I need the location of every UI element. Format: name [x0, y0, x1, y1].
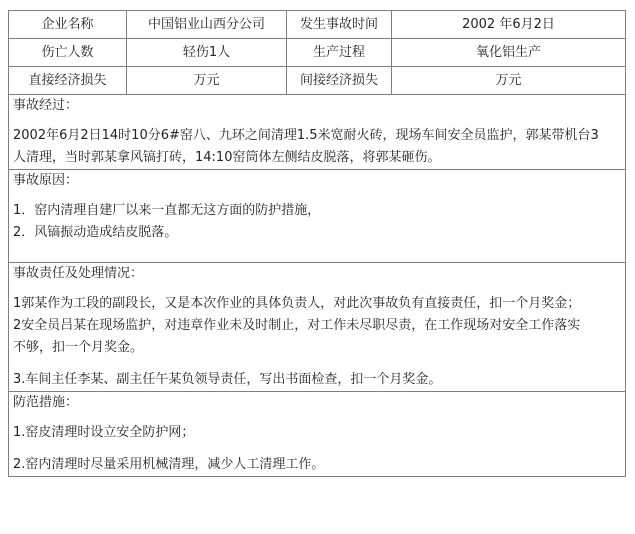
header-row-2 — [9, 39, 626, 67]
indirect-loss-label: 间接经济损失 — [287, 67, 392, 95]
prevention-title: 防范措施： — [13, 395, 79, 410]
accident-report-table — [8, 10, 626, 477]
responsibility-title: 事故责任及处理情况： — [13, 266, 144, 281]
responsibility-section — [9, 263, 626, 392]
responsibility-line-3: 不够，扣一个月奖金。 — [13, 340, 144, 355]
enterprise-name-label: 企业名称 — [9, 11, 127, 39]
production-process-label: 生产过程 — [287, 39, 392, 67]
casualties-value: 轻伤1人 — [127, 39, 287, 67]
cause-section — [9, 170, 626, 263]
header-row-1 — [9, 11, 626, 39]
process-section — [9, 95, 626, 170]
prevention-section — [9, 392, 626, 477]
responsibility-line-1: 1郭某作为工段的副段长，又是本次作业的具体负责人，对此次事故负有直接责任，扣一个月奖金； — [13, 296, 581, 311]
direct-loss-value: 万元 — [127, 67, 287, 95]
cause-line-1: 1．窑内清理自建厂以来一直都无这方面的防护措施， — [13, 203, 321, 218]
header-row-3 — [9, 67, 626, 95]
process-title: 事故经过： — [13, 98, 79, 113]
enterprise-name-value: 中国铝业山西分公司 — [127, 11, 287, 39]
process-line-1: 2002年6月2日14时10分6#窑八、九环之间清理1.5米宽耐火砖，现场车间安全员监护，郭某带机台3 — [13, 128, 599, 143]
accident-time-label: 发生事故时间 — [287, 11, 392, 39]
production-process-value: 氧化铝生产 — [392, 39, 626, 67]
cause-title: 事故原因： — [13, 173, 79, 188]
prevention-line-1: 1.窑皮清理时设立安全防护网； — [13, 425, 195, 440]
direct-loss-label: 直接经济损失 — [9, 67, 127, 95]
prevention-line-2: 2.窑内清理时尽量采用机械清理，减少人工清理工作。 — [13, 457, 325, 472]
cause-line-2: 2．风镐振动造成结皮脱落。 — [13, 225, 178, 240]
casualties-label: 伤亡人数 — [9, 39, 127, 67]
blank-space — [13, 244, 621, 262]
indirect-loss-value: 万元 — [392, 67, 626, 95]
responsibility-line-4: 3.车间主任李某、副主任午某负领导责任，写出书面检查，扣一个月奖金。 — [13, 372, 442, 387]
accident-time-value: 2002 年6月2日 — [392, 11, 626, 39]
process-line-2: 人清理，当时郭某拿风镐打砖，14:10窑筒体左侧结皮脱落，将郭某砸伤。 — [13, 150, 441, 165]
responsibility-line-2: 2安全员吕某在现场监护，对违章作业未及时制止，对工作未尽职尽责，在工作现场对安全工作落实 — [13, 318, 581, 333]
